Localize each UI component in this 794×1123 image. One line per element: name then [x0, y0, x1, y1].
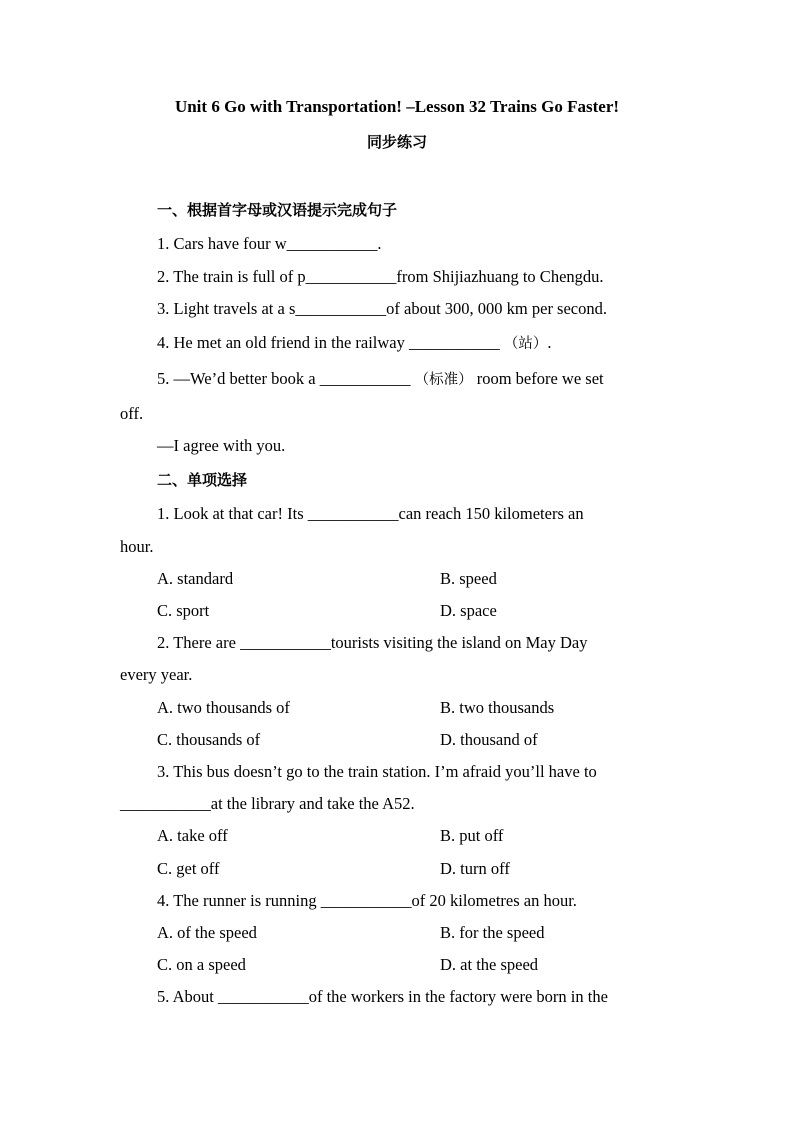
question-line: every year. [120, 665, 193, 684]
question-line [157, 368, 604, 390]
option-d: D. thousand of [440, 730, 538, 749]
option-c: C. on a speed [157, 955, 246, 974]
option-d: D. turn off [440, 859, 510, 878]
question-text: 5. —We’d better book a ___________ [157, 369, 415, 388]
question-line: 1. Look at that car! Its ___________can reach 150 kilometers an [157, 504, 584, 523]
option-d: D. space [440, 601, 497, 620]
option-c: C. sport [157, 601, 210, 620]
option-a: A. two thousands of [157, 698, 290, 717]
section-heading: 二、单项选择 [157, 471, 248, 489]
question-text: . [547, 333, 552, 352]
chinese-hint: （站） [503, 336, 548, 352]
option-c: C. thousands of [157, 730, 261, 749]
page-title: Unit 6 Go with Transportation! –Lesson 32 Trains Go Faster! [174, 97, 620, 116]
question-line: off. [120, 404, 144, 423]
question-text: room before we set [472, 369, 604, 388]
question-line: 4. The runner is running ___________of 20 kilometres an hour. [157, 891, 577, 910]
section-heading: 一、根据首字母或汉语提示完成句子 [157, 201, 398, 219]
option-b: B. put off [440, 826, 504, 845]
question-line: 3. This bus doesn’t go to the train station. I’m afraid you’ll have to [157, 762, 597, 781]
option-b: B. for the speed [440, 923, 545, 942]
option-a: A. of the speed [157, 923, 257, 942]
question-line: —I agree with you. [157, 436, 286, 455]
question-line: hour. [120, 537, 154, 556]
option-b: B. two thousands [440, 698, 555, 717]
option-d: D. at the speed [440, 955, 539, 974]
option-a: A. take off [157, 826, 228, 845]
question-line: 2. There are ___________tourists visiting the island on May Day [157, 633, 588, 652]
question-line: 2. The train is full of p___________from Shijiazhuang to Chengdu. [157, 267, 604, 286]
option-b: B. speed [440, 569, 497, 588]
question-line: 5. About ___________of the workers in the factory were born in the [157, 987, 608, 1006]
option-c: C. get off [157, 859, 220, 878]
question-line: 1. Cars have four w___________. [157, 234, 382, 253]
option-a: A. standard [157, 569, 234, 588]
question-line: ___________at the library and take the A52. [120, 794, 415, 813]
question-text: 4. He met an old friend in the railway ___________ [157, 333, 504, 352]
question-line: 3. Light travels at a s___________of about 300, 000 km per second. [157, 299, 608, 318]
page-subtitle: 同步练习 [366, 133, 427, 151]
chinese-hint: （标准） [414, 372, 473, 388]
question-line [157, 332, 552, 354]
